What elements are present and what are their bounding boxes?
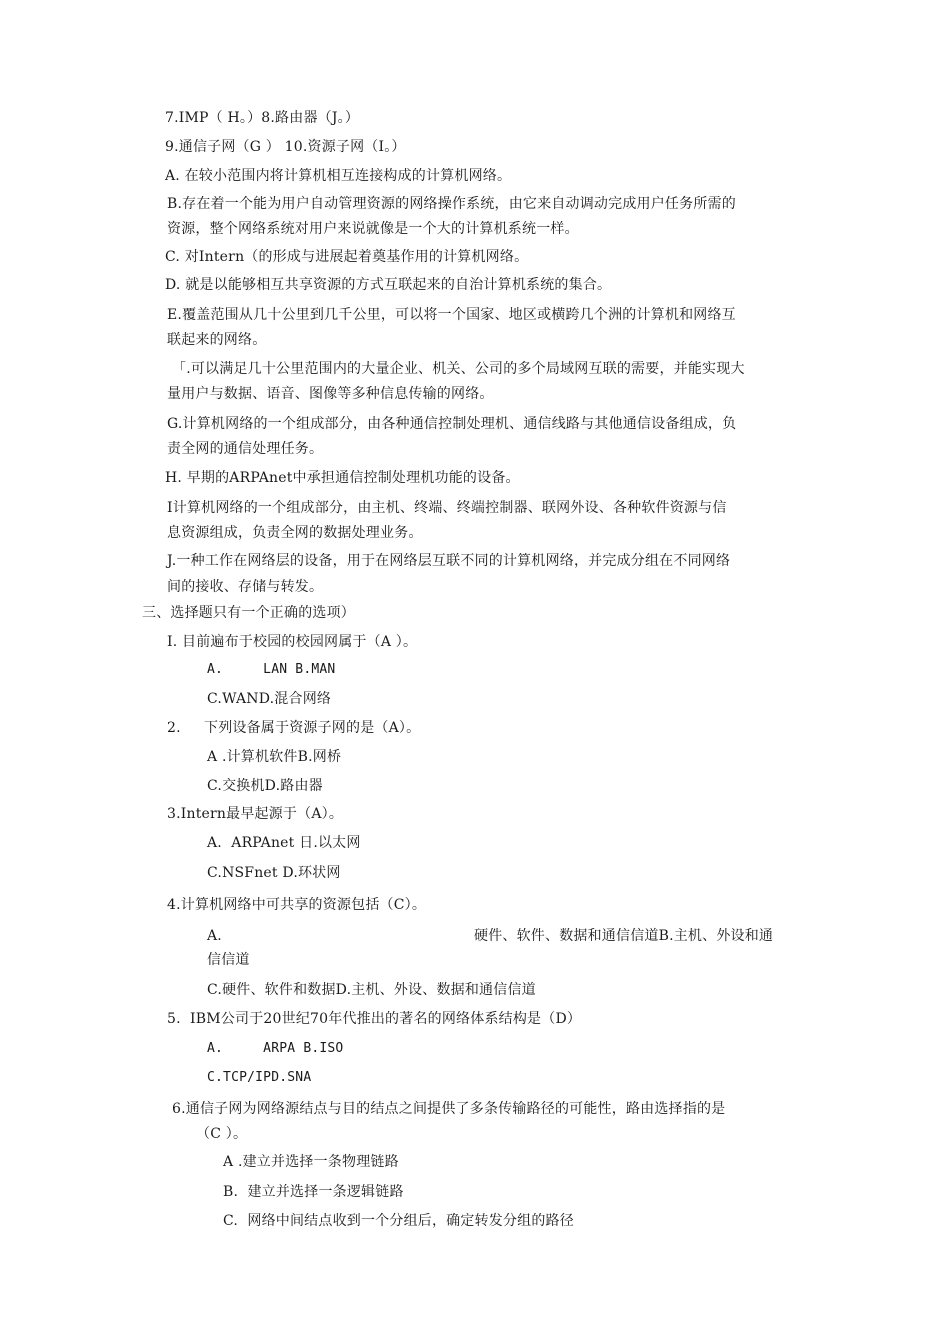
q1-options-cd: C.WAND.混合网络 (207, 691, 332, 707)
q6-option-c: C. 网络中间结点收到一个分组后，确定转发分组的路径 (223, 1213, 574, 1229)
option-e-line-1: E.覆盖范围从几十公里到几千公里，可以将一个国家、地区或横跨几个洲的计算机和网络互 (167, 307, 736, 323)
q5-options-ab: A. ARPA B.ISO (207, 1041, 344, 1056)
q6-stem-cont: （C ）。 (196, 1126, 248, 1142)
option-f-line-1: 「.可以满足几十公里范围内的大量企业、机关、公司的多个局域网互联的需要，并能实现大 (172, 361, 745, 377)
q1-options-ab: A. LAN B.MAN (207, 662, 336, 677)
option-a: A. 在较小范围内将计算机相互连接构成的计算机网络。 (165, 168, 512, 184)
q5-options-cd: C.TCP/IPD.SNA (207, 1070, 312, 1085)
option-i-line-1: I计算机网络的一个组成部分，由主机、终端、终端控制器、联网外设、各种软件资源与信 (167, 500, 727, 516)
q6-option-a: A .建立并选择一条物理链路 (223, 1154, 399, 1170)
option-g-line-2: 责全网的通信处理任务。 (167, 441, 324, 457)
q4-option-a-text: 硬件、软件、数据和通信信道B.主机、外设和通 (474, 928, 774, 944)
section-heading: 三、选择题只有一个正确的选项） (142, 605, 355, 621)
q4-option-a-label: A. (207, 928, 222, 944)
q5-stem: 5. IBM公司于20世纪70年代推出的著名的网络体系结构是（D） (167, 1011, 582, 1027)
q6-option-b: B. 建立并选择一条逻辑链路 (223, 1184, 404, 1200)
option-f-line-2: 量用户与数据、语音、图像等多种信息传输的网络。 (167, 386, 494, 402)
option-e-line-2: 联起来的网络。 (167, 332, 267, 348)
option-c: C. 对Intern（的形成与进展起着奠基作用的计算机网络。 (165, 249, 529, 265)
q2-options-cd: C.交换机D.路由器 (207, 778, 323, 794)
option-i-line-2: 息资源组成，负责全网的数据处理业务。 (167, 525, 423, 541)
option-j-line-2: 间的接收、存储与转发。 (167, 579, 324, 595)
matching-line-2: 9.通信子网（G ） 10.资源子网（I。） (165, 139, 406, 155)
q1-stem: I. 目前遍布于校园的校园网属于（A ）。 (167, 634, 418, 650)
option-b-line-2: 资源，整个网络系统对用户来说就像是一个大的计算机系统一样。 (167, 221, 579, 237)
q4-option-a-cont: 信信道 (207, 952, 250, 968)
option-d: D. 就是以能够相互共享资源的方式互联起来的自治计算机系统的集合。 (165, 277, 612, 293)
matching-line-1: 7.IMP（ H。）8.路由器（J。） (165, 110, 360, 126)
option-h: H. 早期的ARPAnet中承担通信控制处理机功能的设备。 (165, 470, 520, 486)
q3-options-ab: A. ARPAnet 日.以太网 (207, 835, 361, 851)
option-g-line-1: G.计算机网络的一个组成部分，由各种通信控制处理机、通信线路与其他通信设备组成，负 (167, 416, 737, 432)
q2-options-ab: A .计算机软件B.网桥 (207, 749, 342, 765)
q3-stem: 3.Intern最早起源于（A）。 (167, 806, 344, 822)
q4-options-cd: C.硬件、软件和数据D.主机、外设、数据和通信信道 (207, 982, 536, 998)
q4-stem: 4.计算机网络中可共享的资源包括（C）。 (167, 897, 427, 913)
option-b-line-1: B.存在着一个能为用户自动管理资源的网络操作系统，由它来自动调动完成用户任务所需的 (167, 196, 736, 212)
q6-stem: 6.通信子网为网络源结点与目的结点之间提供了多条传输路径的可能性，路由选择指的是 (172, 1101, 726, 1117)
q2-stem: 2. 下列设备属于资源子网的是（A）。 (167, 720, 421, 736)
q3-options-cd: C.NSFnet D.环状网 (207, 865, 341, 881)
option-j-line-1: J.一种工作在网络层的设备，用于在网络层互联不同的计算机网络，并完成分组在不同网络 (167, 553, 731, 569)
